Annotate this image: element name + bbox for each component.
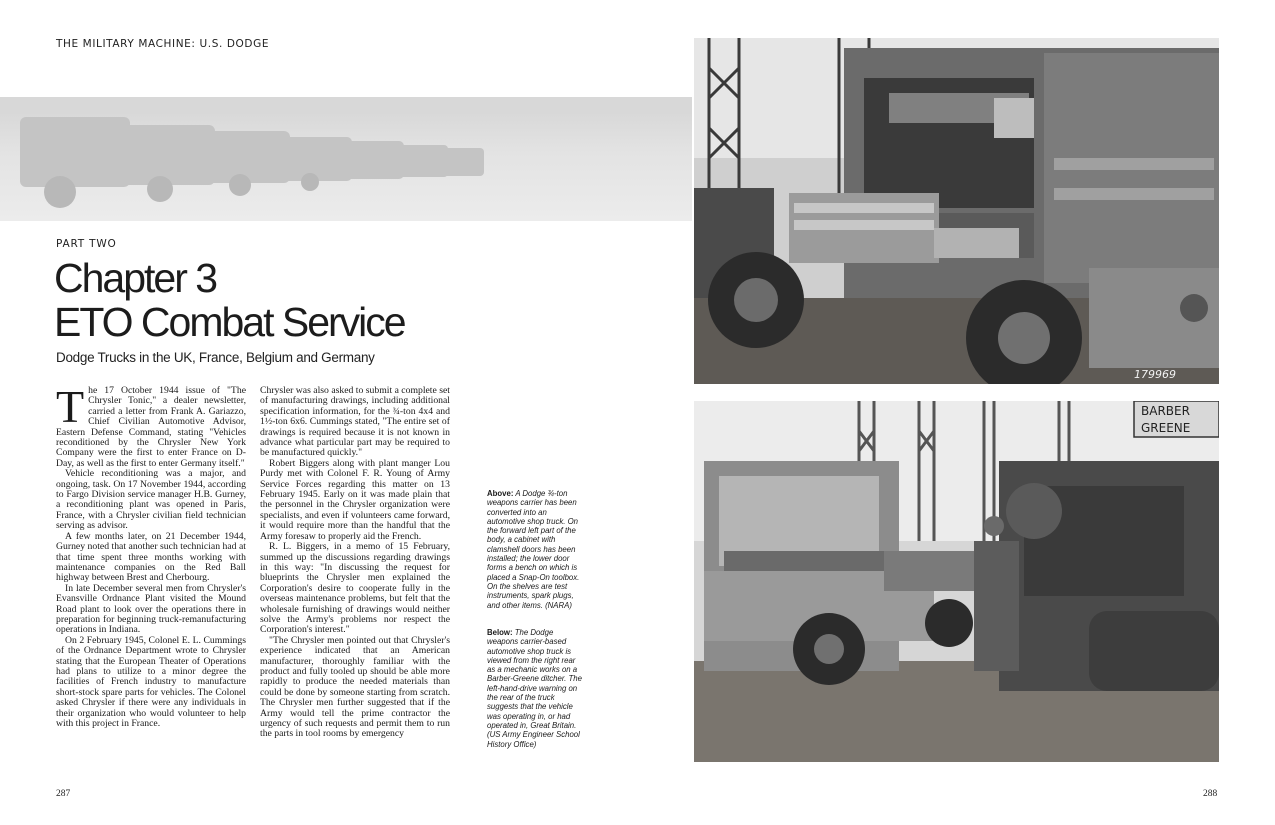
- caption-text: The Dodge weapons carrier-based automotive shop truck is viewed from the right rear as a mechanic works on a Barber-Greene ditcher. The left-hand-drive warning on the rear of the truck suggests that the vehicle was operating in, or had operated in, Great Britain. (US Army Engineer School History Office): [487, 628, 582, 749]
- paragraph: R. L. Biggers, in a memo of 15 February, summed up the discussions regarding drawings in this way: "In discussing the request for blueprints the Chrysler men explained the Corporation's desire to cooperate fully in the overseas maintenance problems, but felt that the wholesale furnishing of drawings would neither solve the Army's problems nor respect the Corporation's interest.": [260, 541, 450, 636]
- paragraph: Chrysler was also asked to submit a complete set of manufacturing drawings, including additional specification information, for the ¾-ton 4x4 and 1½-ton 6x6. Cummings stated, "The entire set of drawings is required because it is not known in advance what particular part may be required to be manufactured quickly.": [260, 385, 450, 459]
- body-column-1: [56, 381, 246, 729]
- paragraph: A few months later, on 21 December 1944, Gurney noted that another such technician had at that time spent three months working with maintenance companies on the Red Ball highway between Brest and Cherbourg.: [56, 530, 246, 584]
- sign-text-line1: BARBER: [1141, 404, 1190, 418]
- drop-cap: T: [56, 381, 85, 432]
- body-column-2: [260, 386, 450, 740]
- banner-trucks-graphic: [0, 97, 692, 221]
- photo-shop-truck-graphic: [694, 38, 1219, 384]
- chapter-subtitle: Dodge Trucks in the UK, France, Belgium and Germany: [56, 350, 375, 365]
- photo-shop-truck-toolbox: [694, 38, 1219, 384]
- photo-barber-greene-ditcher: [694, 401, 1219, 762]
- paragraph: "The Chrysler men pointed out that Chrysler's experience indicated that an American manufacturer, thoroughly familiar with the product and fully tooled up should be able more rapidly to produce the needed materials than could be done by someone starting from scratch. The Chrysler men further suggested that if the Army would tell the prime contractor the urgency of such requests and permit them to run the parts in tool rooms by emergency: [260, 634, 450, 740]
- paragraph: On 2 February 1945, Colonel E. L. Cummings of the Ordnance Department wrote to Chrysler stating that the European Theater of Operations had plans to utilize to a minor degree the facilities of French industry to manufacture short-stock spare parts for vehicles. The Colonel asked Chrysler if there were any individuals in their organization who would volunteer to help with this project in France.: [56, 634, 246, 729]
- page-number-right: 288: [1203, 789, 1218, 799]
- paragraph: Robert Biggers along with plant manger Lou Purdy met with Colonel F. R. Young of Army Service Forces regarding this matter on 13 February 1945. Early on it was made plain that the personnel in the Chrysler organization were specialists, and even if volunteers came forward, it would require more than the handful that the Army foresaw to properly aid the French.: [260, 457, 450, 542]
- caption-below: [487, 628, 583, 749]
- page-number-left: 287: [56, 789, 71, 799]
- chapter-number: Chapter 3: [54, 255, 217, 301]
- paragraph: Vehicle reconditioning was a major, and ongoing, task. On 17 November 1944, according to Fargo Division service manager H.B. Gurney, a reconditioning plant was opened in Paris, France, with a Chrysler civilian field technician serving as advisor.: [56, 468, 246, 532]
- sign-text-line2: GREENE: [1141, 421, 1191, 435]
- chapter-name: ETO Combat Service: [54, 299, 405, 345]
- photo-ditcher-graphic: [694, 401, 1219, 762]
- caption-lead: Below:: [487, 628, 513, 637]
- chapter-title: [54, 256, 405, 344]
- caption-lead: Above:: [487, 489, 514, 498]
- part-label: PART TWO: [56, 238, 117, 250]
- caption-text: A Dodge ¾-ton weapons carrier has been converted into an automotive shop truck. On the forward left part of the body, a cabinet with clamshell doors has been installed; the lower door forms a bench on which is placed a Snap-On toolbox. On the shelves are test instruments, spark plugs, and other items. (NARA): [487, 489, 580, 610]
- paragraph: The 17 October 1944 issue of "The Chrysler Tonic," a dealer newsletter, carried a letter from Frank A. Gariazzo, Chief Civilian Automotive Advisor, Eastern Defense Command, stating "Vehicles reconditioned by the Chrysler New York Company were the first to enter France on D-Day, as well as the first to enter Germany itself.": [56, 381, 246, 469]
- caption-above: [487, 489, 583, 610]
- running-head: THE MILITARY MACHINE: U.S. DODGE: [56, 38, 270, 50]
- photo-negative-number: 179969: [1134, 368, 1176, 381]
- paragraph: In late December several men from Chrysler's Evansville Ordnance Plant visited the Mound Road plant to look over the operations there in preparation for beginning truck-remanufacturing operations in Indiana.: [56, 582, 246, 636]
- banner-photo: [0, 97, 692, 221]
